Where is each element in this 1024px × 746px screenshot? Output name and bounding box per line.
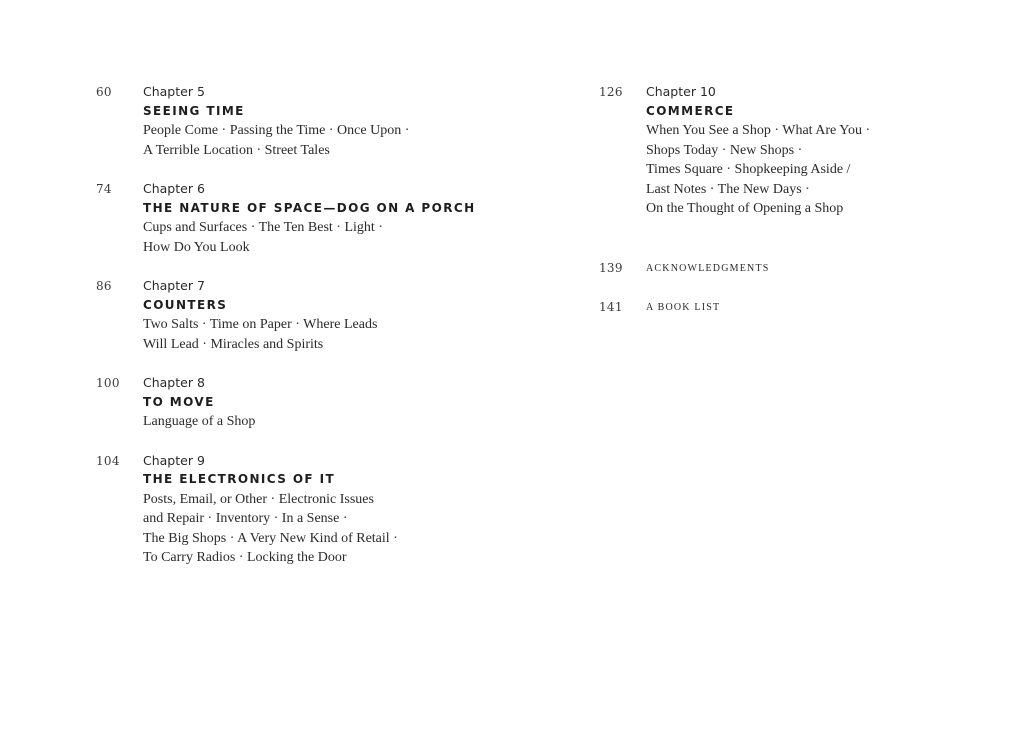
subsection-line: Two Salts · Time on Paper · Where Leads [143,317,378,332]
toc-entry-chapter-8 [96,373,536,432]
subsection-list [143,315,536,354]
chapter-label: Chapter 7 [143,278,205,293]
subsection-line: To Carry Radios · Locking the Door [143,550,347,565]
subsection-line: When You See a Shop · What Are You · [646,123,871,138]
subsection-line: Times Square · Shopkeeping Aside / [646,162,851,177]
chapter-label: Chapter 9 [143,452,205,468]
subsection-line: People Come · Passing the Time · Once Upon · [143,123,410,138]
toc-entry-acknowledgments [599,259,999,279]
chapter-title: SEEING TIME [143,103,245,118]
chapter-label: Chapter 8 [143,375,205,390]
subsection-line: How Do You Look [143,239,250,255]
page-number: 139 [599,260,623,275]
page-number: 100 [96,376,120,390]
section-title: A BOOK LIST [646,301,721,313]
chapter-title: THE ELECTRONICS OF IT [143,472,336,486]
subsection-list [143,218,536,257]
chapter-title: COUNTERS [143,297,228,312]
subsection-line: A Terrible Location · Street Tales [143,142,330,158]
subsection-line: On the Thought of Opening a Shop [646,201,844,216]
subsection-list [143,412,536,432]
toc-entry-chapter-7 [96,276,536,354]
subsection-line: Will Lead · Miracles and Spirits [143,336,324,352]
toc-entry-chapter-10 [599,82,999,219]
subsection-line: Last Notes · The New Days · [646,181,810,197]
page-number: 104 [96,453,120,468]
subsection-list [646,121,999,219]
chapter-title: COMMERCE [646,103,735,118]
chapter-title: TO MOVE [143,394,215,409]
toc-right-column [599,82,999,337]
toc-left-column [96,82,536,587]
spacer [599,239,999,259]
page-number: 126 [599,85,623,99]
section-title: ACKNOWLEDGMENTS [646,262,770,274]
subsection-line: Shops Today · New Shops · [646,142,803,158]
page-number: 141 [599,299,623,314]
chapter-label: Chapter 6 [143,181,205,196]
subsection-line: The Big Shops · A Very New Kind of Retail · [143,530,398,546]
subsection-list [143,490,536,568]
subsection-line: and Repair · Inventory · In a Sense · [143,511,348,526]
toc-entry-chapter-6 [96,179,536,257]
page-number: 60 [96,85,112,99]
chapter-title: THE NATURE OF SPACE—DOG ON A PORCH [143,200,476,215]
page-number: 74 [96,182,112,196]
page-number: 86 [96,279,112,293]
subsection-line: Language of a Shop [143,414,256,429]
subsection-line: Posts, Email, or Other · Electronic Issues [143,491,374,507]
subsection-list [143,121,536,160]
subsection-line: Cups and Surfaces · The Ten Best · Light · [143,220,383,235]
chapter-label: Chapter 10 [646,84,716,99]
chapter-label: Chapter 5 [143,84,205,99]
toc-entry-chapter-9 [96,451,536,568]
toc-entry-chapter-5 [96,82,536,160]
toc-entry-book-list [599,298,999,318]
